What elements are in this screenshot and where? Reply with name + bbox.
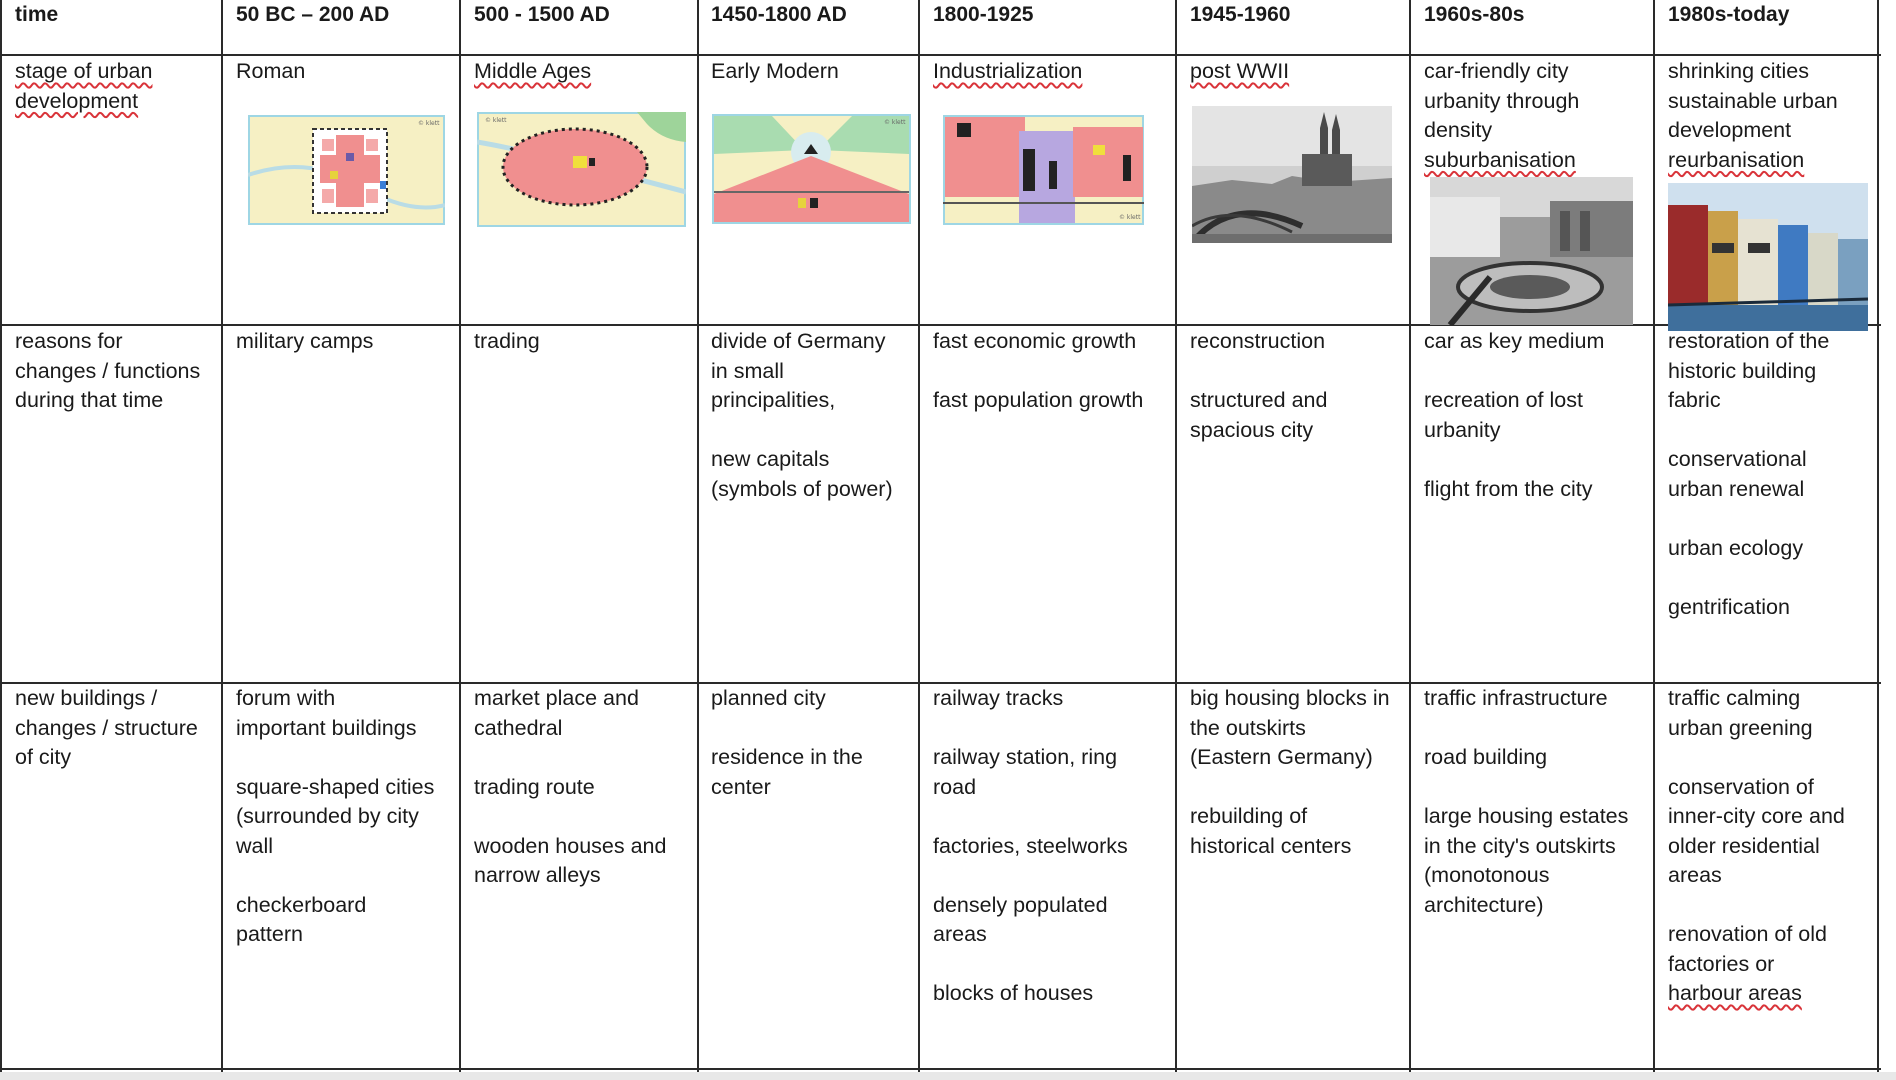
cell-line: checkerboard xyxy=(236,892,367,917)
reasons-roman xyxy=(236,327,373,357)
cell-line: important buildings xyxy=(236,715,417,740)
cell-line: the outskirts xyxy=(1190,715,1306,740)
reasons-middle-ages xyxy=(474,327,540,357)
cell-line: structured and xyxy=(1190,388,1328,412)
cell-line: road building xyxy=(1424,745,1548,769)
cell-line: reurbanisation xyxy=(1668,147,1805,172)
cell-line: factories, steelworks xyxy=(933,833,1128,858)
cell-line: big housing blocks in xyxy=(1190,686,1390,710)
cell-line: sustainable urban xyxy=(1668,88,1838,113)
label-line: development xyxy=(15,88,139,113)
row-label-buildings xyxy=(15,684,198,773)
header-period-car-city: 1960s-80s xyxy=(1424,3,1525,26)
label-line: new buildings / xyxy=(15,686,158,710)
cell-line: areas xyxy=(933,922,987,946)
cell-line: car as key medium xyxy=(1424,329,1605,353)
cell-line: historical centers xyxy=(1190,833,1352,858)
stage-car-friendly xyxy=(1424,57,1579,175)
cell-line: railway tracks xyxy=(933,686,1064,710)
cell-line: areas xyxy=(1668,863,1722,887)
stage-shrinking xyxy=(1668,57,1838,175)
cell-line: harbour areas xyxy=(1668,981,1802,1005)
cell-line: fast population growth xyxy=(933,388,1144,412)
roman-city-map-image xyxy=(248,115,445,225)
cell-line: market place and xyxy=(474,686,639,710)
reasons-post-wwii xyxy=(1190,327,1327,445)
cell-line: planned city xyxy=(711,686,826,710)
cell-line: conservational xyxy=(1668,447,1807,471)
cell-line: residence in the xyxy=(711,745,863,769)
cell-line: (symbols of power) xyxy=(711,476,893,501)
header-period-industrial: 1800-1925 xyxy=(933,3,1034,26)
header-time: time xyxy=(15,3,59,26)
stage-industrialization xyxy=(933,57,1082,87)
cell-line: Roman xyxy=(236,59,306,83)
cell-line: principalities, xyxy=(711,388,836,412)
cell-line: trading xyxy=(474,329,540,353)
svg-text:© klett: © klett xyxy=(1119,214,1141,221)
cell-line: center xyxy=(711,774,771,799)
cell-line: divide of Germany xyxy=(711,329,886,353)
cell-line: restoration of the xyxy=(1668,329,1830,353)
cologne-cathedral-photo xyxy=(1192,106,1392,243)
cell-line: square-shaped cities xyxy=(236,774,435,799)
cell-line: pattern xyxy=(236,922,303,946)
cell-line: (monotonous xyxy=(1424,863,1550,887)
cell-line: traffic calming xyxy=(1668,686,1801,710)
cell-line: narrow alleys xyxy=(474,863,601,887)
cell-line: Industrialization xyxy=(933,59,1083,83)
cell-line: urbanity xyxy=(1424,417,1501,442)
cell-line: shrinking cities xyxy=(1668,59,1809,83)
cell-line: car-friendly city xyxy=(1424,59,1569,83)
reasons-early-modern xyxy=(711,327,893,504)
cell-line: renovation of old xyxy=(1668,922,1827,946)
stage-early-modern xyxy=(711,57,839,87)
medieval-city-map-image xyxy=(477,112,686,227)
harbour-buildings-photo xyxy=(1668,183,1868,331)
reasons-shrinking xyxy=(1668,327,1829,622)
label-line: changes / structure xyxy=(15,715,198,740)
cell-line: wall xyxy=(236,833,274,858)
buildings-shrinking xyxy=(1668,684,1845,1009)
cell-line: development xyxy=(1668,118,1792,142)
cell-line: factories or xyxy=(1668,951,1775,976)
stage-roman xyxy=(236,57,305,87)
label-line: during that time xyxy=(15,388,164,412)
header-period-today: 1980s-today xyxy=(1668,3,1790,26)
cell-line: historic building xyxy=(1668,358,1817,383)
cell-line: urbanity through xyxy=(1424,88,1580,113)
cell-line: gentrification xyxy=(1668,594,1790,619)
cell-line: road xyxy=(933,774,977,799)
cell-line: urban renewal xyxy=(1668,476,1805,501)
stage-post-wwii xyxy=(1190,57,1289,87)
svg-text:© klett: © klett xyxy=(418,120,440,127)
cell-line: densely populated xyxy=(933,892,1108,917)
cell-line: flight from the city xyxy=(1424,476,1593,501)
header-period-roman: 50 BC – 200 AD xyxy=(236,3,390,26)
svg-text:© klett: © klett xyxy=(884,119,906,126)
cell-line: new capitals xyxy=(711,447,830,471)
reasons-industrialization xyxy=(933,327,1143,416)
cell-line: wooden houses and xyxy=(474,833,667,858)
cell-line: conservation of xyxy=(1668,774,1814,799)
stage-middle-ages xyxy=(474,57,591,87)
buildings-post-wwii xyxy=(1190,684,1390,861)
cell-line: fast economic growth xyxy=(933,329,1137,353)
buildings-roman xyxy=(236,684,434,950)
header-period-medieval: 500 - 1500 AD xyxy=(474,3,610,26)
cell-line: reconstruction xyxy=(1190,329,1326,353)
cell-line: suburbanisation xyxy=(1424,147,1576,172)
label-line: stage of urban xyxy=(15,59,153,83)
buildings-car-friendly xyxy=(1424,684,1628,920)
header-period-early-modern: 1450-1800 AD xyxy=(711,3,847,26)
cell-line: spacious city xyxy=(1190,417,1314,442)
page-bottom-band xyxy=(0,1072,1896,1080)
roundabout-photo xyxy=(1430,177,1633,325)
label-line: of city xyxy=(15,745,72,769)
buildings-middle-ages xyxy=(474,684,666,891)
label-line: reasons for xyxy=(15,329,123,353)
label-line: changes / functions xyxy=(15,358,201,383)
cell-line: Early Modern xyxy=(711,59,839,83)
cell-line: fabric xyxy=(1668,388,1721,412)
cell-line: blocks of houses xyxy=(933,981,1094,1005)
row-label-reasons xyxy=(15,327,200,416)
cell-line: recreation of lost xyxy=(1424,388,1583,412)
cell-line: military camps xyxy=(236,329,374,353)
cell-line: rebuilding of xyxy=(1190,804,1308,828)
industrial-city-map-image xyxy=(943,115,1144,225)
buildings-early-modern xyxy=(711,684,863,802)
cell-line: trading route xyxy=(474,774,595,799)
cell-line: (surrounded by city xyxy=(236,804,419,828)
cell-line: traffic infrastructure xyxy=(1424,686,1608,710)
row-label-stage xyxy=(15,57,152,116)
cell-line: urban greening xyxy=(1668,715,1813,740)
cell-line: density xyxy=(1424,118,1493,142)
cell-line: inner-city core and xyxy=(1668,804,1845,828)
cell-line: forum with xyxy=(236,686,336,710)
cell-line: Middle Ages xyxy=(474,59,592,83)
reasons-car-friendly xyxy=(1424,327,1604,504)
early-modern-city-map-image xyxy=(712,114,911,224)
cell-line: post WWII xyxy=(1190,59,1290,83)
cell-line: in the city's outskirts xyxy=(1424,833,1616,858)
cell-line: in small xyxy=(711,358,784,383)
cell-line: architecture) xyxy=(1424,892,1544,917)
cell-line: railway station, ring xyxy=(933,745,1118,769)
cell-line: urban ecology xyxy=(1668,535,1804,560)
header-period-post-war: 1945-1960 xyxy=(1190,3,1291,26)
cell-line: (Eastern Germany) xyxy=(1190,745,1373,769)
cell-line: large housing estates xyxy=(1424,804,1629,828)
buildings-industrialization xyxy=(933,684,1128,1009)
cell-line: older residential xyxy=(1668,833,1820,858)
svg-text:© klett: © klett xyxy=(485,117,507,124)
cell-line: cathedral xyxy=(474,715,563,740)
